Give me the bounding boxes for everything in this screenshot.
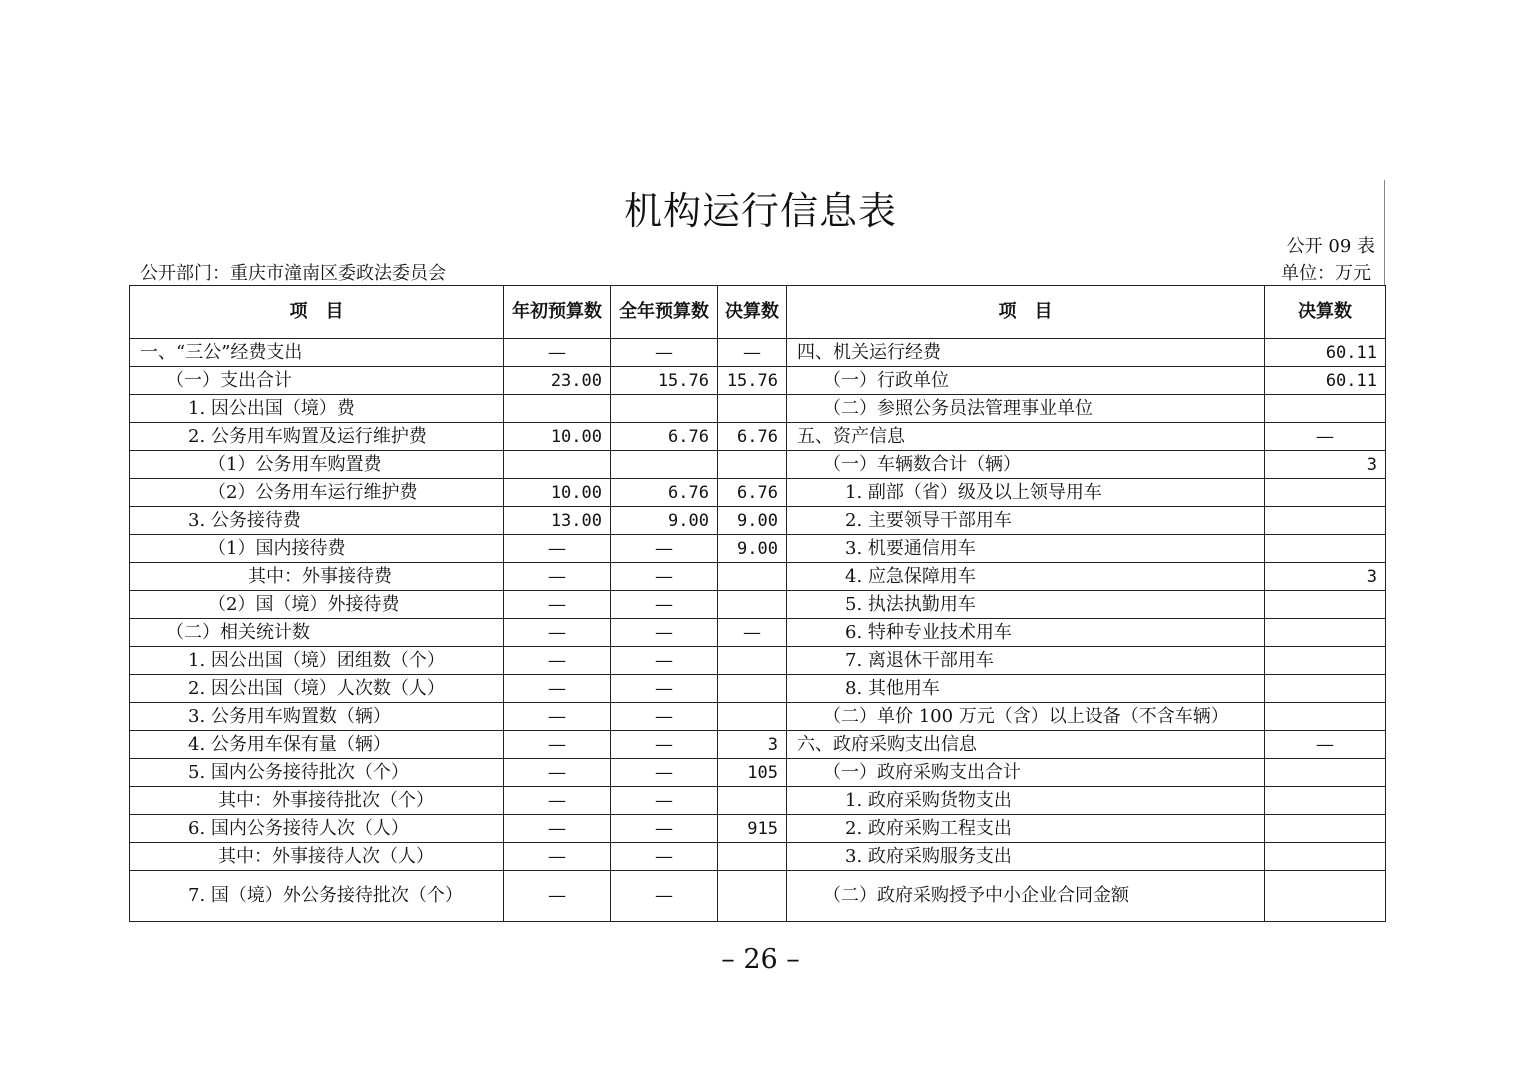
row-budget-initial: — [504, 703, 611, 731]
row-budget-full: — [611, 843, 718, 871]
row-final-right [1265, 619, 1386, 647]
row-budget-initial: 23.00 [504, 367, 611, 395]
row-item-left: 6. 国内公务接待人次（人） [130, 815, 504, 843]
row-item-right: 六、政府采购支出信息 [787, 731, 1265, 759]
table-row [130, 535, 1386, 563]
row-budget-initial: — [504, 843, 611, 871]
row-final-left [718, 843, 787, 871]
table-row [130, 367, 1386, 395]
row-item-left: 5. 国内公务接待批次（个） [130, 759, 504, 787]
row-budget-full [611, 395, 718, 423]
table-row [130, 507, 1386, 535]
row-final-right [1265, 871, 1386, 922]
row-item-right: 1. 副部（省）级及以上领导用车 [787, 479, 1265, 507]
row-item-right: 3. 政府采购服务支出 [787, 843, 1265, 871]
row-item-right: 四、机关运行经费 [787, 339, 1265, 367]
row-budget-initial: — [504, 815, 611, 843]
row-budget-full: 6.76 [611, 479, 718, 507]
row-budget-initial: — [504, 591, 611, 619]
row-budget-initial: — [504, 619, 611, 647]
row-final-left: — [718, 339, 787, 367]
table-row [130, 787, 1386, 815]
row-item-left: 1. 因公出国（境）费 [130, 395, 504, 423]
row-item-left: 其中：外事接待费 [130, 563, 504, 591]
row-budget-initial: 10.00 [504, 423, 611, 451]
row-final-right [1265, 535, 1386, 563]
row-item-right: 4. 应急保障用车 [787, 563, 1265, 591]
row-budget-full: — [611, 647, 718, 675]
table-row [130, 591, 1386, 619]
row-item-left: 一、“三公”经费支出 [130, 339, 504, 367]
row-final-left [718, 703, 787, 731]
table-row [130, 423, 1386, 451]
row-final-left [718, 787, 787, 815]
row-final-left: 15.76 [718, 367, 787, 395]
row-item-left: 2. 公务用车购置及运行维护费 [130, 423, 504, 451]
row-final-left: 105 [718, 759, 787, 787]
table-row [130, 395, 1386, 423]
row-final-right: 3 [1265, 451, 1386, 479]
row-budget-full: — [611, 815, 718, 843]
row-final-left [718, 871, 787, 922]
department-label: 公开部门：重庆市潼南区委政法委员会 [140, 263, 446, 284]
table-row [130, 675, 1386, 703]
row-final-left: 6.76 [718, 479, 787, 507]
row-budget-full: — [611, 787, 718, 815]
table-row [130, 451, 1386, 479]
row-budget-initial: — [504, 535, 611, 563]
row-final-left: 915 [718, 815, 787, 843]
row-budget-full [611, 451, 718, 479]
row-item-left: 3. 公务用车购置数（辆） [130, 703, 504, 731]
row-item-right: （一）车辆数合计（辆） [787, 451, 1265, 479]
row-item-left: （2）国（境）外接待费 [130, 591, 504, 619]
page-title: 机构运行信息表 [623, 189, 897, 233]
row-final-right [1265, 507, 1386, 535]
row-item-right: 2. 主要领导干部用车 [787, 507, 1265, 535]
row-final-right: 3 [1265, 563, 1386, 591]
row-item-left: 2. 因公出国（境）人次数（人） [130, 675, 504, 703]
header-final-left: 决算数 [718, 286, 787, 339]
row-budget-initial: — [504, 871, 611, 922]
row-budget-full: 15.76 [611, 367, 718, 395]
row-final-left: 9.00 [718, 507, 787, 535]
row-budget-initial: — [504, 563, 611, 591]
row-final-left [718, 591, 787, 619]
row-item-left: 7. 国（境）外公务接待批次（个） [130, 871, 504, 922]
row-final-right [1265, 675, 1386, 703]
row-final-right: — [1265, 423, 1386, 451]
row-budget-initial: 10.00 [504, 479, 611, 507]
header-budget-full: 全年预算数 [611, 286, 718, 339]
row-final-right [1265, 591, 1386, 619]
header-budget-initial: 年初预算数 [504, 286, 611, 339]
table-row [130, 731, 1386, 759]
row-final-right [1265, 395, 1386, 423]
row-item-right: （一）行政单位 [787, 367, 1265, 395]
row-item-right: 五、资产信息 [787, 423, 1265, 451]
row-item-left: 其中：外事接待批次（个） [130, 787, 504, 815]
row-item-left: 4. 公务用车保有量（辆） [130, 731, 504, 759]
row-item-right: （二）单价 100 万元（含）以上设备（不含车辆） [787, 703, 1265, 731]
row-final-right [1265, 647, 1386, 675]
row-final-left [718, 647, 787, 675]
row-final-left: 3 [718, 731, 787, 759]
row-item-left: 3. 公务接待费 [130, 507, 504, 535]
row-budget-initial: — [504, 731, 611, 759]
row-budget-full: — [611, 731, 718, 759]
row-final-right [1265, 759, 1386, 787]
row-item-right: 5. 执法执勤用车 [787, 591, 1265, 619]
row-item-left: （1）国内接待费 [130, 535, 504, 563]
row-budget-full: 9.00 [611, 507, 718, 535]
row-budget-full: — [611, 871, 718, 922]
row-final-right: — [1265, 731, 1386, 759]
row-budget-full: — [611, 759, 718, 787]
table-row [130, 563, 1386, 591]
row-item-left: （二）相关统计数 [130, 619, 504, 647]
row-final-left [718, 563, 787, 591]
row-item-right: 6. 特种专业技术用车 [787, 619, 1265, 647]
row-budget-initial: — [504, 759, 611, 787]
row-item-left: 其中：外事接待人次（人） [130, 843, 504, 871]
row-budget-full: — [611, 563, 718, 591]
table-row [130, 647, 1386, 675]
unit-label: 单位：万元 [1281, 263, 1371, 284]
row-budget-full: — [611, 675, 718, 703]
page-number: – 26 – [721, 944, 800, 975]
table-row [130, 619, 1386, 647]
row-final-right [1265, 479, 1386, 507]
table-header-row [130, 286, 1386, 339]
row-final-right: 60.11 [1265, 367, 1386, 395]
row-budget-initial: — [504, 675, 611, 703]
row-budget-full: — [611, 703, 718, 731]
row-budget-initial [504, 395, 611, 423]
header-final-right: 决算数 [1265, 286, 1386, 339]
table-row [130, 815, 1386, 843]
row-item-left: （一）支出合计 [130, 367, 504, 395]
row-final-left [718, 451, 787, 479]
row-budget-full: — [611, 339, 718, 367]
table-row [130, 759, 1386, 787]
header-item-right: 项 目 [787, 286, 1265, 339]
row-final-left: — [718, 619, 787, 647]
row-final-left [718, 675, 787, 703]
row-item-right: 2. 政府采购工程支出 [787, 815, 1265, 843]
table-body [130, 339, 1386, 922]
row-final-right [1265, 815, 1386, 843]
row-item-right: （一）政府采购支出合计 [787, 759, 1265, 787]
row-item-right: （二）政府采购授予中小企业合同金额 [787, 871, 1265, 922]
row-final-right [1265, 843, 1386, 871]
row-final-left [718, 395, 787, 423]
row-final-right [1265, 703, 1386, 731]
row-budget-full: — [611, 535, 718, 563]
row-budget-initial: — [504, 339, 611, 367]
row-item-left: 1. 因公出国（境）团组数（个） [130, 647, 504, 675]
row-final-right [1265, 787, 1386, 815]
row-final-right: 60.11 [1265, 339, 1386, 367]
row-budget-initial: — [504, 787, 611, 815]
table-row [130, 703, 1386, 731]
row-item-left: （2）公务用车运行维护费 [130, 479, 504, 507]
row-item-right: 3. 机要通信用车 [787, 535, 1265, 563]
row-item-right: （二）参照公务员法管理事业单位 [787, 395, 1265, 423]
row-item-right: 8. 其他用车 [787, 675, 1265, 703]
row-item-right: 1. 政府采购货物支出 [787, 787, 1265, 815]
header-item-left: 项 目 [130, 286, 504, 339]
row-budget-full: 6.76 [611, 423, 718, 451]
row-item-left: （1）公务用车购置费 [130, 451, 504, 479]
row-item-right: 7. 离退休干部用车 [787, 647, 1265, 675]
table-row [130, 843, 1386, 871]
table-row [130, 871, 1386, 922]
row-budget-initial: 13.00 [504, 507, 611, 535]
row-final-left: 6.76 [718, 423, 787, 451]
form-number: 公开 09 表 [1286, 236, 1375, 257]
row-final-left: 9.00 [718, 535, 787, 563]
row-budget-full: — [611, 591, 718, 619]
table-row [130, 339, 1386, 367]
table-row [130, 479, 1386, 507]
row-budget-initial [504, 451, 611, 479]
row-budget-full: — [611, 619, 718, 647]
row-budget-initial: — [504, 647, 611, 675]
operation-info-table [129, 285, 1386, 922]
